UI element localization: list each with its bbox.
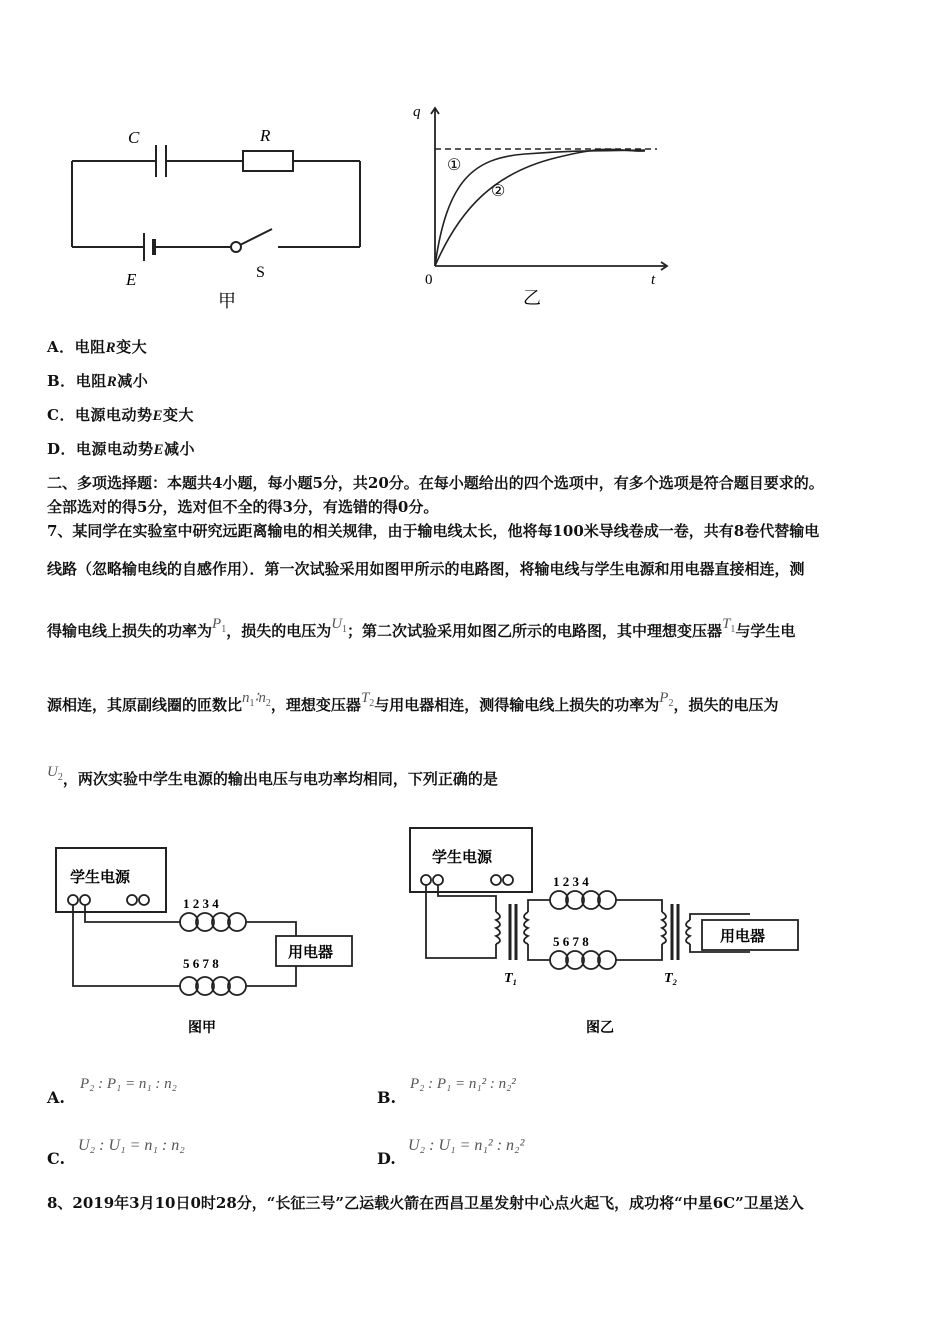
symbol-u1: $U_1$ <box>331 616 348 635</box>
rc-circuit-figure <box>60 115 380 315</box>
curve-2 <box>435 149 645 266</box>
transformer-t1-label: T₁ <box>504 971 518 986</box>
q7-line5: $U_2$，两次实验中学生电源的输出电压与电功率均相同，下列正确的是 <box>47 764 498 788</box>
q7-option-d-expr: U₂ : U₁ = n₁² : n₂² <box>408 1137 525 1154</box>
q7-option-b-letter[interactable]: B. <box>377 1088 397 1107</box>
label-switch: S <box>256 264 265 281</box>
q8-line1: 8、2019年3月10日0时28分，“长征三号”乙运载火箭在西昌卫星发射中心点火起飞，成功将“中星6C”卫星送入 <box>47 1194 804 1212</box>
label-emf: E <box>126 270 137 289</box>
symbol-p1: $P_1$ <box>212 616 227 635</box>
coil-top-label-b: 1 2 3 4 <box>553 874 589 889</box>
q7-option-a-expr: P₂ : P₁ = n₁ : n₂ <box>80 1076 177 1092</box>
section2-line1: 二、多项选择题：本题共4小题，每小题5分，共20分。在每小题给出的四个选项中，有多个选项是符合题目要求的。 <box>47 474 824 492</box>
circuit-figure-b <box>400 820 820 1040</box>
curve-1-label: ① <box>447 157 462 174</box>
q7-line2: 线路（忽略输电线的自感作用）．第一次试验采用如图甲所示的电路图，将输电线与学生电源和用电器直接相连，测 <box>47 560 805 578</box>
label-resistor: R <box>260 126 271 145</box>
symbol-t2: $T_2$ <box>360 690 375 709</box>
symbol-ratio-n1-n2: $n_1∶n_2$ <box>242 690 271 709</box>
option-c[interactable]: C．电源电动势E变大 <box>47 406 194 424</box>
symbol-u2: $U_2$ <box>47 764 63 783</box>
symbol-t1: $T_1$ <box>722 616 736 635</box>
coil-bottom-label-b: 5 6 7 8 <box>553 934 589 949</box>
circuit-figure-a <box>40 840 380 1040</box>
curve-2-label: ② <box>491 183 506 200</box>
q7-option-a-letter[interactable]: A. <box>47 1088 65 1107</box>
origin-label: 0 <box>425 272 433 288</box>
q7-option-c-letter[interactable]: C. <box>47 1149 66 1168</box>
label-capacitor: C <box>128 128 140 147</box>
q7-option-d-letter[interactable]: D. <box>377 1149 396 1168</box>
section2-line2: 全部选对的得5分，选对但不全的得3分，有选错的得0分。 <box>47 498 439 516</box>
caption-yi: 乙 <box>523 288 541 308</box>
supply-label-a: 学生电源 <box>70 870 131 886</box>
q7-line4: 源相连，其原副线圈的匝数比$n_1∶n_2$，理想变压器$T_2$与用电器相连，测得输电线上损失的功率为$P_2$，损失的电压为 <box>47 690 779 714</box>
caption-figure-a: 图甲 <box>188 1021 216 1036</box>
q7-line3: 得输电线上损失的功率为$P_1$，损失的电压为$U_1$；第二次试验采用如图乙所示的电路图，其中理想变压器$T_1$与学生电 <box>47 616 796 640</box>
axis-label-t: t <box>651 272 656 288</box>
load-label-b: 用电器 <box>720 929 766 945</box>
q7-line1: 7、某同学在实验室中研究远距离输电的相关规律，由于输电线太长，他将每100米导线卷成一卷，共有8卷代替输电 <box>47 522 820 540</box>
load-label-a: 用电器 <box>288 945 334 961</box>
option-a[interactable]: A．电阻R变大 <box>47 338 148 356</box>
symbol-p2: $P_2$ <box>659 690 674 709</box>
supply-label-b: 学生电源 <box>432 850 493 866</box>
option-d[interactable]: D．电源电动势E减小 <box>47 440 196 458</box>
caption-figure-b: 图乙 <box>586 1021 614 1036</box>
coil-bottom-label-a: 5 6 7 8 <box>183 956 219 971</box>
caption-jia: 甲 <box>218 291 236 311</box>
axis-label-q: q <box>413 104 421 120</box>
q7-option-c-expr: U₂ : U₁ = n₁ : n₂ <box>78 1137 185 1154</box>
coil-top-label-a: 1 2 3 4 <box>183 896 219 911</box>
transformer-t2-label: T₂ <box>664 971 678 986</box>
q7-option-b-expr: P₂ : P₁ = n₁² : n₂² <box>410 1076 516 1092</box>
option-b[interactable]: B．电阻R减小 <box>47 372 149 390</box>
charge-time-graph <box>405 98 675 313</box>
curve-1 <box>435 150 645 266</box>
